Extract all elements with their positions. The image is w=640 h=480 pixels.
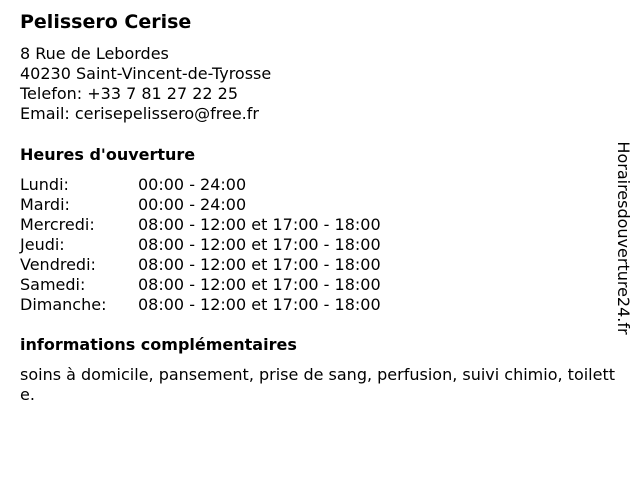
hours-row-tuesday	[20, 195, 620, 215]
hours-time-value: 00:00 - 24:00	[138, 175, 247, 194]
business-card	[20, 10, 620, 405]
business-name: Pelissero Cerise	[20, 11, 192, 33]
hours-time-value: 08:00 - 12:00 et 17:00 - 18:00	[138, 295, 381, 314]
hours-day-label: Jeudi:	[20, 235, 65, 254]
hours-day-label: Vendredi:	[20, 255, 96, 274]
address-city: 40230 Saint-Vincent-de-Tyrosse	[20, 64, 272, 83]
address-street: 8 Rue de Lebordes	[20, 44, 169, 63]
hours-row-saturday	[20, 275, 620, 295]
hours-time-value: 08:00 - 12:00 et 17:00 - 18:00	[138, 215, 381, 234]
hours-row-wednesday	[20, 215, 620, 235]
opening-hours-heading: Heures d'ouverture	[20, 145, 196, 164]
hours-time-value: 08:00 - 12:00 et 17:00 - 18:00	[138, 255, 381, 274]
hours-day-label: Mardi:	[20, 195, 70, 214]
hours-row-friday	[20, 255, 620, 275]
hours-time-value: 08:00 - 12:00 et 17:00 - 18:00	[138, 235, 381, 254]
hours-row-sunday	[20, 295, 620, 315]
hours-row-monday	[20, 175, 620, 195]
opening-hours-table	[20, 175, 620, 315]
hours-row-thursday	[20, 235, 620, 255]
hours-day-label: Lundi:	[20, 175, 69, 194]
hours-day-label: Mercredi:	[20, 215, 95, 234]
hours-time-value: 00:00 - 24:00	[138, 195, 247, 214]
site-watermark: Horairesdouverture24.fr	[614, 141, 633, 335]
hours-day-label: Dimanche:	[20, 295, 107, 314]
additional-info-heading: informations complémentaires	[20, 335, 297, 354]
email-address: Email: cerisepelissero@free.fr	[20, 104, 259, 123]
hours-time-value: 08:00 - 12:00 et 17:00 - 18:00	[138, 275, 381, 294]
phone-number: Telefon: +33 7 81 27 22 25	[20, 84, 239, 103]
hours-day-label: Samedi:	[20, 275, 86, 294]
additional-info-text: soins à domicile, pansement, prise de sang, perfusion, suivi chimio, toilette.	[20, 365, 616, 404]
